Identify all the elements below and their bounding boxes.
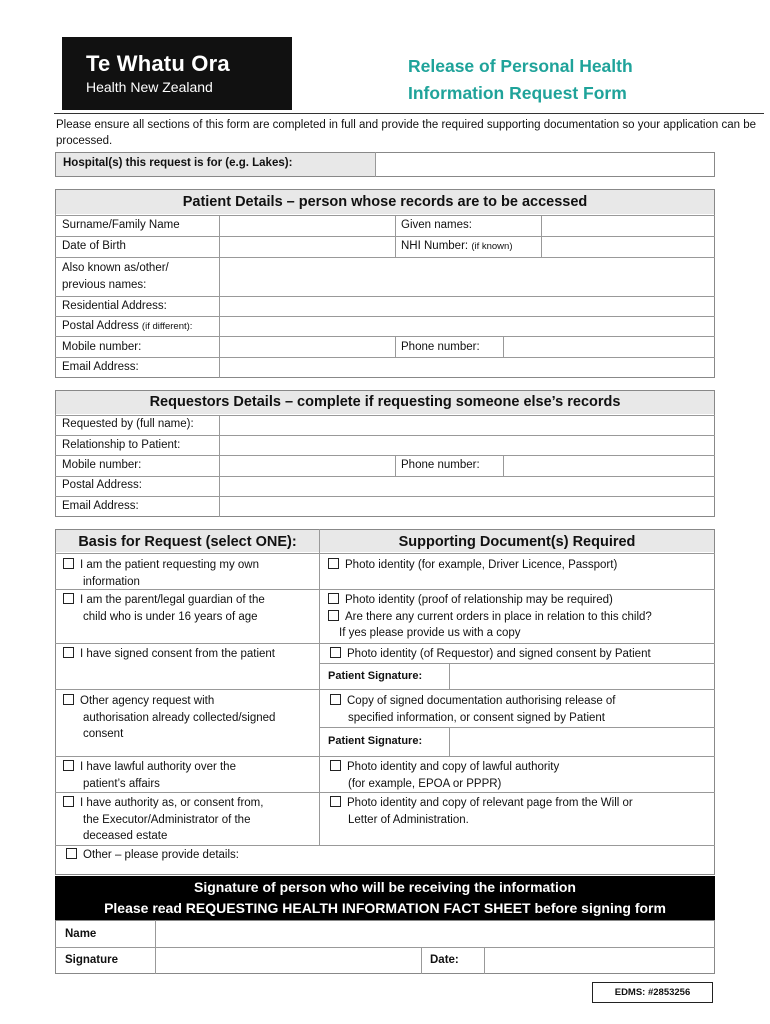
requestor-email-label: Email Address: <box>62 500 139 512</box>
surname-field[interactable] <box>221 217 393 235</box>
support-patient-option[interactable] <box>328 557 617 574</box>
patient-phone-field[interactable] <box>505 338 713 356</box>
patient-details-heading: Patient Details – person whose records are to be accessed <box>182 194 588 210</box>
basis-other-option[interactable] <box>66 847 239 864</box>
support-lawful-text-2: (for example, EPOA or PPPR) <box>348 777 502 790</box>
surname-label: Surname/Family Name <box>62 219 180 231</box>
requested-by-label: Requested by (full name): <box>62 418 194 430</box>
nhi-label <box>401 240 513 252</box>
basis-agency-option[interactable] <box>63 693 275 743</box>
support-agency-text-2: specified information, or consent signed by Patient <box>348 711 605 724</box>
basis-heading: Basis for Request (select ONE): <box>78 534 297 550</box>
name-label: Name <box>65 928 97 940</box>
support-executor-text-1: Photo identity and copy of relevant page from the Will or <box>347 797 633 809</box>
support-agency-option[interactable] <box>330 693 616 726</box>
patient-postal-text: Postal Address <box>62 320 139 332</box>
basis-lawful-option[interactable] <box>63 759 236 792</box>
basis-guardian-text-2: child who is under 16 years of age <box>83 610 258 623</box>
requestor-email-field[interactable] <box>221 498 713 516</box>
support-executor-option[interactable] <box>330 795 633 828</box>
signature-label: Signature <box>65 954 119 966</box>
signature-field[interactable] <box>157 949 420 973</box>
basis-agency-checkbox[interactable] <box>63 694 74 705</box>
nhi-field[interactable] <box>543 238 713 256</box>
patient-mobile-label: Mobile number: <box>62 341 142 353</box>
edms-reference: EDMS: #2853256 <box>592 982 713 1003</box>
basis-patient-text-2: information <box>83 575 140 588</box>
residential-field[interactable] <box>221 298 713 315</box>
patient-signature-field-2[interactable] <box>451 729 713 755</box>
patient-signature-label-1: Patient Signature: <box>328 670 423 682</box>
form-title <box>408 53 708 107</box>
patient-email-field[interactable] <box>221 359 713 377</box>
requestor-postal-field[interactable] <box>221 478 713 495</box>
basis-other-checkbox[interactable] <box>66 848 77 859</box>
basis-executor-checkbox[interactable] <box>63 796 74 807</box>
support-lawful-checkbox[interactable] <box>330 760 341 771</box>
patient-signature-label-2: Patient Signature: <box>328 735 423 747</box>
basis-lawful-text-1: I have lawful authority over the <box>80 761 236 773</box>
hospital-label: Hospital(s) this request is for (e.g. Lakes): <box>63 157 293 169</box>
support-executor-text-2: Letter of Administration. <box>348 813 469 826</box>
patient-postal-field[interactable] <box>221 318 713 335</box>
requestor-details-heading: Requestors Details – complete if requesting someone else’s records <box>149 394 621 410</box>
basis-other-text: Other – please provide details: <box>83 849 239 861</box>
support-guardian-text-2: Are there any current orders in place in relation to this child? <box>345 610 652 623</box>
basis-executor-text-1: I have authority as, or consent from, <box>80 797 264 809</box>
support-guardian-option[interactable] <box>328 592 652 642</box>
date-label: Date: <box>430 954 459 966</box>
support-consent-checkbox[interactable] <box>330 647 341 658</box>
support-lawful-text-1: Photo identity and copy of lawful authority <box>347 761 560 773</box>
name-field[interactable] <box>157 922 713 946</box>
requested-by-field[interactable] <box>221 417 713 434</box>
aka-field[interactable] <box>221 259 713 295</box>
support-patient-text: Photo identity (for example, Driver Licence, Passport) <box>345 559 618 571</box>
basis-executor-text-2: the Executor/Administrator of the <box>83 813 251 826</box>
patient-email-label: Email Address: <box>62 361 139 373</box>
te-whatu-ora-logo <box>62 37 292 110</box>
basis-agency-text-3: consent <box>83 728 124 740</box>
basis-consent-option[interactable] <box>63 646 275 663</box>
relationship-field[interactable] <box>221 437 713 454</box>
aka-label-2: previous names: <box>62 278 147 291</box>
logo-line-1: Te Whatu Ora <box>86 51 230 76</box>
patient-signature-field-1[interactable] <box>451 665 713 688</box>
signature-banner-line-1: Signature of person who will be receiving the information <box>194 879 576 895</box>
support-agency-text-1: Copy of signed documentation authorising release of <box>347 695 616 707</box>
basis-guardian-checkbox[interactable] <box>63 593 74 604</box>
requestor-phone-field[interactable] <box>505 457 713 475</box>
basis-lawful-text-2: patient’s affairs <box>83 777 160 790</box>
basis-consent-checkbox[interactable] <box>63 647 74 658</box>
basis-patient-option[interactable] <box>63 557 259 590</box>
support-patient-checkbox[interactable] <box>328 558 339 569</box>
requestor-phone-label: Phone number: <box>401 459 480 471</box>
form-title-line-2: Information Request Form <box>408 83 627 103</box>
patient-mobile-field[interactable] <box>221 338 393 356</box>
basis-guardian-option[interactable] <box>63 592 265 625</box>
support-guardian-text-3: If yes please provide us with a copy <box>339 627 521 639</box>
hospital-field[interactable] <box>377 154 713 175</box>
support-guardian-checkbox[interactable] <box>328 593 339 604</box>
dob-label: Date of Birth <box>62 240 126 252</box>
basis-agency-text-2: authorisation already collected/signed <box>83 711 276 724</box>
relationship-label: Relationship to Patient: <box>62 439 181 451</box>
support-consent-text: Photo identity (of Requestor) and signed consent by Patient <box>347 648 651 660</box>
basis-consent-text: I have signed consent from the patient <box>80 648 275 660</box>
given-names-label: Given names: <box>401 219 472 231</box>
residential-label: Residential Address: <box>62 300 167 312</box>
logo-line-2: Health New Zealand <box>86 79 213 95</box>
support-guardian-text-1: Photo identity (proof of relationship may be required) <box>345 594 613 606</box>
nhi-note: (if known) <box>471 241 513 252</box>
basis-agency-text-1: Other agency request with <box>80 695 215 707</box>
postal-note: (if different): <box>141 321 193 332</box>
support-executor-checkbox[interactable] <box>330 796 341 807</box>
aka-label-1: Also known as/other/ <box>62 262 169 274</box>
support-consent-option[interactable] <box>330 646 651 663</box>
support-agency-checkbox[interactable] <box>330 694 341 705</box>
intro-text: Please ensure all sections of this form are completed in full and provide the required supporting documentation so your application can be processed. <box>56 119 756 147</box>
basis-executor-option[interactable] <box>63 795 263 845</box>
form-title-line-1: Release of Personal Health <box>408 56 633 76</box>
basis-patient-checkbox[interactable] <box>63 558 74 569</box>
supporting-docs-heading: Supporting Document(s) Required <box>398 534 636 550</box>
dob-field[interactable] <box>221 238 393 256</box>
nhi-label-text: NHI Number: <box>401 240 469 252</box>
basis-guardian-text-1: I am the parent/legal guardian of the <box>80 594 265 606</box>
support-lawful-option[interactable] <box>330 759 559 792</box>
basis-lawful-checkbox[interactable] <box>63 760 74 771</box>
requestor-mobile-field[interactable] <box>221 457 393 475</box>
header-divider <box>54 113 764 114</box>
basis-executor-text-3: deceased estate <box>83 830 168 842</box>
basis-other-field[interactable] <box>270 847 713 874</box>
signature-banner-line-2: Please read REQUESTING HEALTH INFORMATION FACT SHEET before signing form <box>104 900 666 916</box>
aka-label <box>62 260 169 293</box>
requestor-mobile-label: Mobile number: <box>62 459 142 471</box>
requestor-postal-label: Postal Address: <box>62 479 142 491</box>
date-field[interactable] <box>486 949 713 973</box>
support-orders-checkbox[interactable] <box>328 610 339 621</box>
patient-phone-label: Phone number: <box>401 341 480 353</box>
patient-postal-label <box>62 320 192 332</box>
given-names-field[interactable] <box>543 217 713 235</box>
basis-patient-text-1: I am the patient requesting my own <box>80 559 259 571</box>
signature-banner <box>55 876 715 920</box>
